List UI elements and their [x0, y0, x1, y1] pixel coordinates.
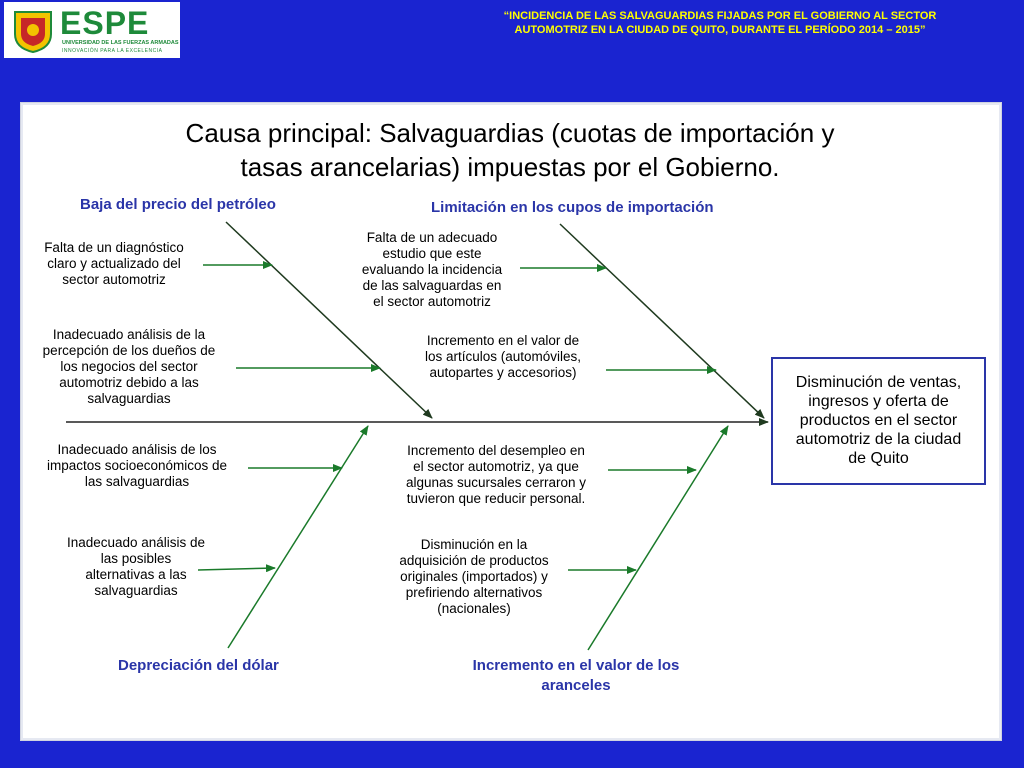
logo-brand: ESPE — [60, 5, 150, 41]
bone-cupos — [560, 224, 764, 418]
diagram-title-line2: tasas arancelarias) impuestas por el Gobierno. — [240, 152, 780, 182]
cause-c7-line: algunas sucursales cerraron y — [405, 475, 587, 490]
diagram-title-line1: Causa principal: Salvaguardias (cuotas de importación y — [185, 118, 835, 148]
cause-c7-line: el sector automotriz, ya que — [413, 459, 579, 474]
cause-c8-line: (nacionales) — [437, 601, 511, 616]
category-cupos: Limitación en los cupos de importación — [431, 199, 714, 216]
cause-c4-line: Incremento en el valor de — [426, 333, 580, 348]
cause-c6-line: las posibles — [100, 551, 172, 566]
cause-c4-line: los artículos (automóviles, — [424, 349, 582, 364]
cause-c5-line: Inadecuado análisis de los — [57, 442, 217, 457]
cause-c4-line: autopartes y accesorios) — [429, 365, 577, 380]
effect-line: productos en el sector — [799, 412, 958, 429]
cause-c7-line: tuvieron que reducir personal. — [406, 491, 586, 506]
cause-c6-line: salvaguardias — [94, 583, 178, 598]
cause-c2-line: automotriz debido a las — [59, 375, 199, 390]
cause-c3-line: Falta de un adecuado — [366, 230, 498, 245]
effect-line: Disminución de ventas, — [795, 374, 962, 391]
cause-c7 — [376, 443, 616, 507]
cause-c5 — [24, 442, 250, 490]
category-dolar: Depreciación del dólar — [118, 657, 279, 674]
cause-c3-line: evaluando la incidencia — [361, 262, 503, 277]
page-title-line2: AUTOMOTRIZ EN LA CIUDAD DE QUITO, DURANTE EL PERÍODO 2014 – 2015” — [514, 24, 926, 36]
cause-c3-line: estudio que este — [382, 246, 482, 261]
cause-c1-line: sector automotriz — [62, 272, 166, 287]
category-petroleo: Baja del precio del petróleo — [80, 196, 276, 213]
effect-line: ingresos y oferta de — [808, 393, 949, 410]
cause-c5-line: las salvaguardias — [84, 474, 190, 489]
logo-motto: INNOVACIÓN PARA LA EXCELENCIA — [62, 48, 163, 54]
cause-c1-line: Falta de un diagnóstico — [44, 240, 184, 255]
page-title-line1: “INCIDENCIA DE LAS SALVAGUARDIAS FIJADAS POR EL GOBIERNO AL SECTOR — [503, 10, 937, 22]
cause-c3 — [340, 230, 524, 310]
cause-c1-line: claro y actualizado del — [47, 256, 181, 271]
effect-line: de Quito — [848, 450, 909, 467]
cause-c4 — [398, 333, 608, 381]
cause-c8 — [374, 537, 574, 617]
category-aranceles-line1: Incremento en el valor de los — [472, 657, 680, 674]
cause-c3-line: de las salvaguardas en — [362, 278, 502, 293]
effect-box — [771, 357, 986, 485]
cause-c6 — [44, 535, 228, 599]
cause-c6-line: Inadecuado análisis de — [66, 535, 206, 550]
cause-c8-line: originales (importados) y — [400, 569, 548, 584]
cause-c2 — [20, 327, 238, 407]
cause-c8-line: prefiriendo alternativos — [405, 585, 543, 600]
cause-c8-line: adquisición de productos — [399, 553, 549, 568]
logo-university: UNIVERSIDAD DE LAS FUERZAS ARMADAS — [62, 40, 179, 46]
cause-c7-line: Incremento del desempleo en — [407, 443, 585, 458]
effect-text — [773, 373, 984, 468]
cause-c8-line: Disminución en la — [420, 537, 528, 552]
cause-c2-line: salvaguardias — [87, 391, 171, 406]
cause-c2-line: los negocios del sector — [60, 359, 198, 374]
cause-c5-line: impactos socioeconómicos de — [46, 458, 228, 473]
cause-c2-line: percepción de los dueños de — [42, 343, 216, 358]
cause-c2-line: Inadecuado análisis de la — [52, 327, 206, 342]
category-aranceles — [440, 656, 712, 696]
cause-c3-line: el sector automotriz — [373, 294, 491, 309]
cause-c6-line: alternativas a las — [85, 567, 187, 582]
cause-c1 — [22, 240, 206, 288]
effect-line: automotriz de la ciudad — [795, 431, 962, 448]
category-aranceles-line2: aranceles — [541, 677, 611, 694]
